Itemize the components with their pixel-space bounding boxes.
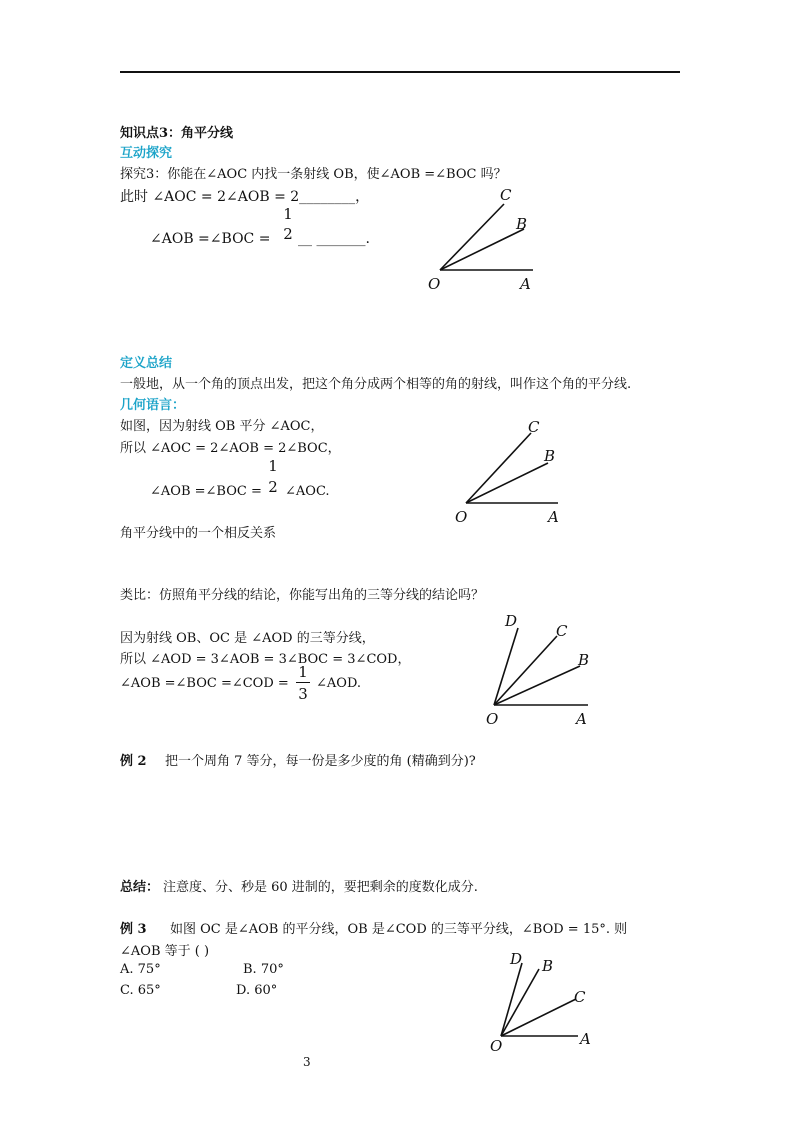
- summary-text: 注意度、分、秒是 60 进制的，要把剩余的度数化成分.: [163, 880, 478, 895]
- section-heading: 知识点3：角平分线: [120, 126, 234, 141]
- analogy-line-3-post: ∠AOD.: [316, 676, 362, 691]
- option-c: C. 65°: [120, 983, 161, 998]
- explore-line-2-pre: ∠AOB =∠BOC =: [150, 231, 271, 247]
- label-o: O: [486, 710, 499, 728]
- fraction-numerator: 1: [268, 457, 278, 475]
- geometry-line-3-post: ∠AOC.: [285, 484, 330, 499]
- label-o: O: [455, 508, 468, 526]
- explore-line-2-post: __ _______.: [298, 231, 370, 247]
- option-a: A. 75°: [120, 962, 161, 977]
- label-o: O: [428, 275, 441, 293]
- example-2-text: 把一个周角 7 等分，每一份是多少度的角 (精确到分)?: [165, 754, 476, 769]
- label-a: A: [520, 275, 531, 293]
- analogy-line-2: 所以 ∠AOD = 3∠AOB = 3∠BOC = 3∠COD，: [120, 652, 411, 667]
- label-a: A: [580, 1030, 591, 1048]
- option-d: D. 60°: [236, 983, 278, 998]
- fraction-denominator: 2: [283, 225, 293, 243]
- label-c: C: [556, 622, 568, 640]
- fraction-denominator: 2: [268, 478, 278, 496]
- example-3-label: 例 3: [120, 922, 147, 937]
- label-a: A: [548, 508, 559, 526]
- definition-text: 一般地，从一个角的顶点出发，把这个角分成两个相等的角的射线，叫作这个角的平分线.: [120, 377, 632, 392]
- analogy-line-1: 因为射线 OB、OC 是 ∠AOD 的三等分线，: [120, 631, 375, 646]
- fraction-denominator: 3: [298, 685, 308, 703]
- label-c: C: [574, 988, 586, 1006]
- fraction-numerator: 1: [298, 663, 308, 681]
- summary-label: 总结：: [120, 880, 160, 895]
- geometry-line-2: 所以 ∠AOC = 2∠AOB = 2∠BOC，: [120, 441, 341, 456]
- ray-od: [501, 963, 522, 1036]
- label-c: C: [528, 418, 540, 436]
- analogy-question: 类比：仿照角平分线的结论，你能写出角的三等分线的结论吗？: [120, 588, 485, 603]
- label-o: O: [490, 1037, 503, 1055]
- fraction-numerator: 1: [283, 205, 293, 223]
- label-b: B: [578, 651, 590, 669]
- geometry-line-3-pre: ∠AOB =∠BOC =: [150, 484, 262, 499]
- label-b: B: [542, 957, 554, 975]
- explore-label: 互动探究: [120, 146, 173, 161]
- label-d: D: [505, 612, 518, 630]
- explore-line-1: 此时 ∠AOC = 2∠AOB = 2________，: [120, 189, 370, 205]
- example-3-text-2: ∠AOB 等于 ( ): [120, 944, 210, 959]
- label-c: C: [500, 186, 512, 204]
- label-a: A: [576, 710, 587, 728]
- label-b: B: [544, 447, 556, 465]
- option-b: B. 70°: [243, 962, 284, 977]
- analogy-line-3-pre: ∠AOB =∠BOC =∠COD =: [120, 676, 289, 691]
- label-b: B: [516, 215, 528, 233]
- geometry-language-label: 几何语言：: [120, 398, 186, 413]
- explore-question: 探究3：你能在∠AOC 内找一条射线 OB，使∠AOB =∠BOC 吗？: [120, 167, 507, 182]
- page-number: 3: [303, 1055, 311, 1069]
- example-2-label: 例 2: [120, 754, 147, 769]
- example-3-text: 如图 OC 是∠AOB 的平分线，OB 是∠COD 的三等平分线，∠BOD = 15°. 则: [170, 922, 628, 937]
- inverse-relation-text: 角平分线中的一个相反关系: [120, 526, 277, 541]
- geometry-line-1: 如图，因为射线 OB 平分 ∠AOC，: [120, 419, 324, 434]
- definition-label: 定义总结: [120, 356, 173, 371]
- label-d: D: [510, 950, 523, 968]
